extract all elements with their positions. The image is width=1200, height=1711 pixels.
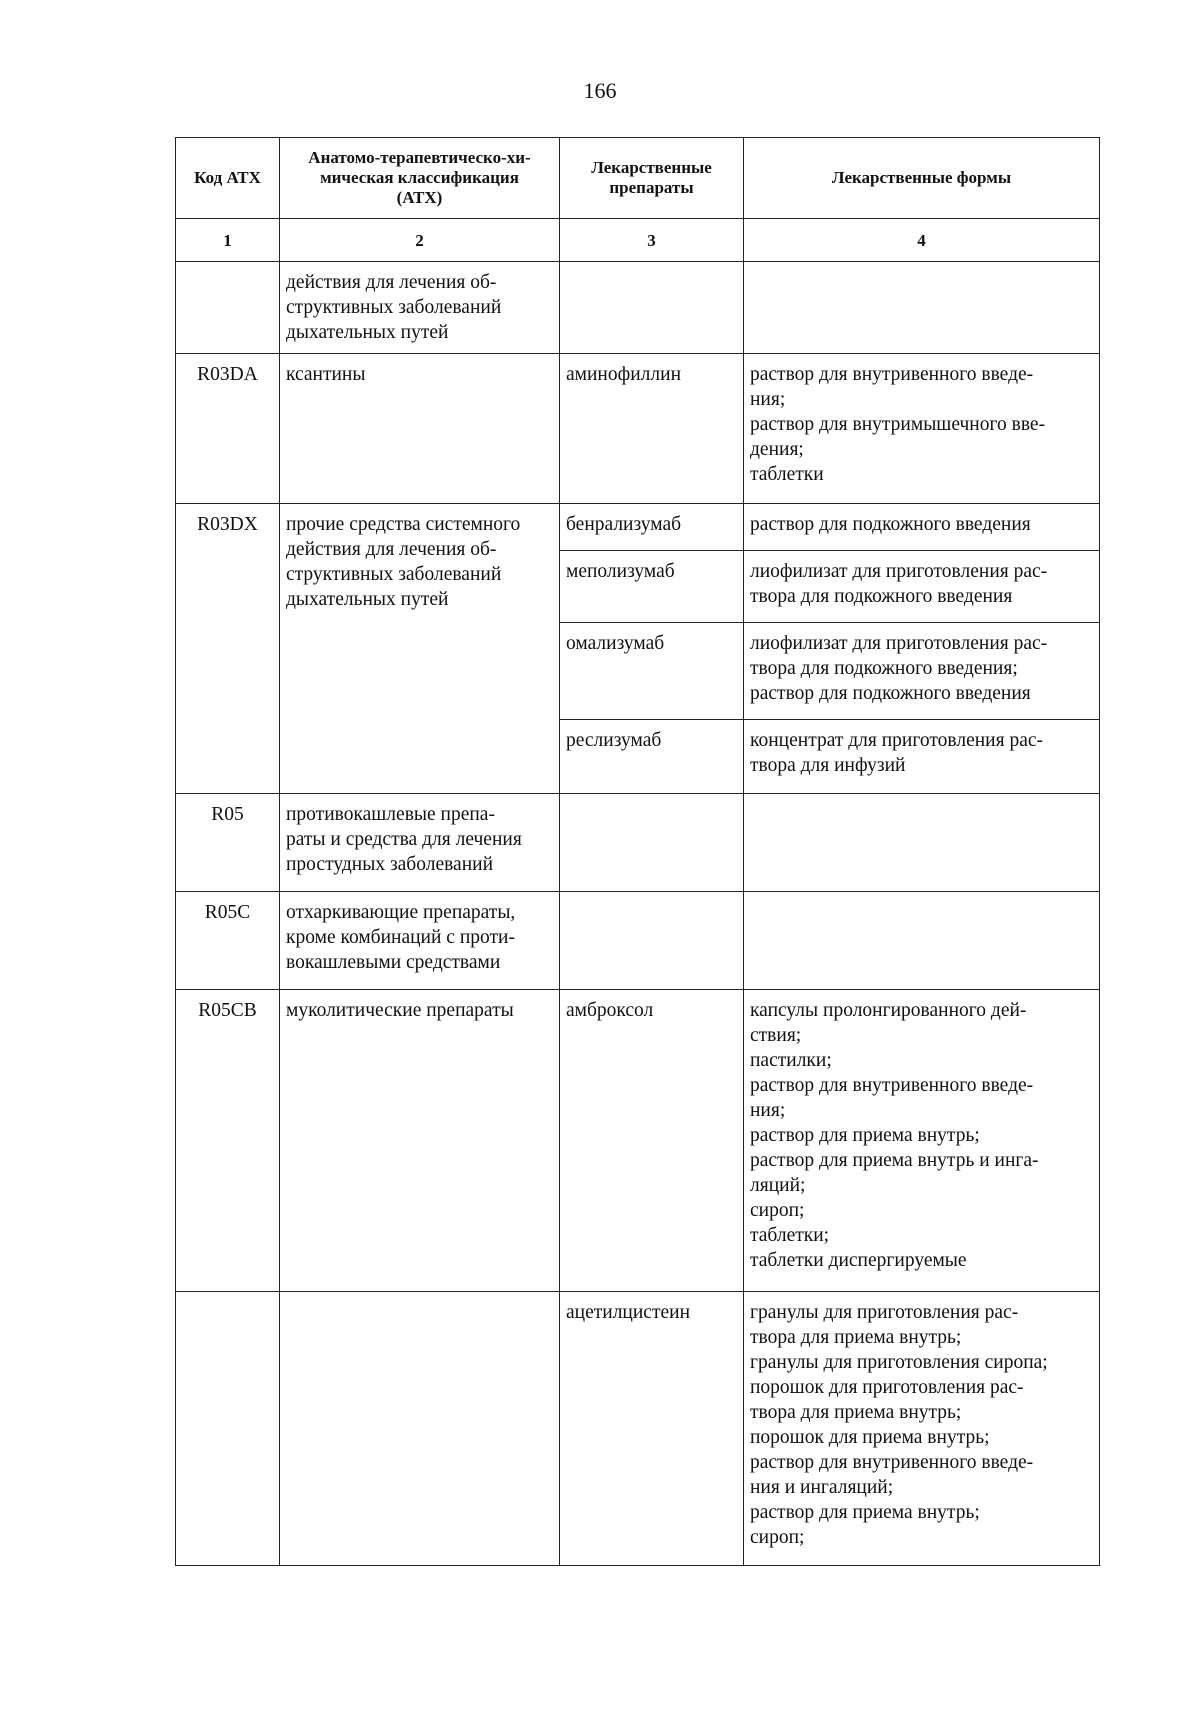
- classification-line: муколитические препараты: [286, 1000, 514, 1021]
- dosage-form-line: твора для подкожного введения;: [750, 658, 1018, 679]
- drug-cell: амброксол: [560, 990, 744, 1292]
- dosage-form-line: раствор для приема внутрь и инга-: [750, 1150, 1039, 1171]
- column-number: 3: [560, 219, 744, 262]
- atx-code-cell: [176, 262, 280, 354]
- classification-line: действия для лечения об-: [286, 272, 497, 293]
- column-number-row: [176, 219, 1100, 262]
- dosage-form-line: раствор для внутривенного введе-: [750, 1452, 1034, 1473]
- classification-line: ксантины: [286, 364, 366, 385]
- header-drugs: [560, 138, 744, 219]
- classification-line: действия для лечения об-: [286, 539, 497, 560]
- atx-code-cell: R05C: [176, 892, 280, 990]
- table-row: [176, 1292, 1100, 1566]
- classification-line: структивных заболеваний: [286, 297, 502, 318]
- dosage-form-line: ния;: [750, 1100, 786, 1121]
- header-atx-code: Код АТХ: [176, 138, 280, 219]
- drug-cell: омализумаб: [560, 623, 744, 720]
- atx-code-cell: R03DX: [176, 504, 280, 794]
- atx-code-cell: R05: [176, 794, 280, 892]
- classification-line: дыхательных путей: [286, 322, 449, 343]
- classification-line: отхаркивающие препараты,: [286, 902, 516, 923]
- dosage-forms-cell: [744, 720, 1100, 794]
- classification-line: простудных заболеваний: [286, 854, 494, 875]
- header-atx-classification: [280, 138, 560, 219]
- dosage-form-line: твора для приема внутрь;: [750, 1402, 962, 1423]
- drug-cell: [560, 892, 744, 990]
- drug-cell: меполизумаб: [560, 551, 744, 623]
- classification-line: противокашлевые препа-: [286, 804, 495, 825]
- drug-cell: ацетилцистеин: [560, 1292, 744, 1566]
- dosage-form-line: раствор для приема внутрь;: [750, 1125, 980, 1146]
- column-number: 2: [280, 219, 560, 262]
- classification-cell: [280, 1292, 560, 1566]
- atx-code-cell: R05CB: [176, 990, 280, 1292]
- dosage-form-line: твора для инфузий: [750, 755, 906, 776]
- dosage-forms-cell: [744, 354, 1100, 504]
- dosage-form-line: таблетки диспергируемые: [750, 1250, 967, 1271]
- classification-cell: [280, 504, 560, 794]
- classification-cell: [280, 990, 560, 1292]
- dosage-forms-cell: [744, 504, 1100, 551]
- column-number: 4: [744, 219, 1100, 262]
- dosage-form-line: твора для подкожного введения: [750, 586, 1013, 607]
- classification-cell: [280, 262, 560, 354]
- dosage-form-line: капсулы пролонгированного дей-: [750, 1000, 1027, 1021]
- classification-line: прочие средства системного: [286, 514, 521, 535]
- dosage-form-line: лиофилизат для приготовления рас-: [750, 633, 1048, 654]
- dosage-form-line: порошок для приема внутрь;: [750, 1427, 990, 1448]
- classification-cell: [280, 892, 560, 990]
- table-row: [176, 794, 1100, 892]
- dosage-form-line: сироп;: [750, 1527, 805, 1548]
- header-line: Анатомо-терапевтическо-хи-: [308, 148, 531, 167]
- table-row: [176, 892, 1100, 990]
- dosage-form-line: ния и ингаляций;: [750, 1477, 894, 1498]
- classification-line: раты и средства для лечения: [286, 829, 522, 850]
- atx-code-cell: [176, 1292, 280, 1566]
- dosage-form-line: лиофилизат для приготовления рас-: [750, 561, 1048, 582]
- table-row: [176, 262, 1100, 354]
- dosage-forms-cell: [744, 990, 1100, 1292]
- dosage-forms-cell: [744, 623, 1100, 720]
- dosage-form-line: порошок для приготовления рас-: [750, 1377, 1024, 1398]
- dosage-form-line: сироп;: [750, 1200, 805, 1221]
- dosage-form-line: раствор для подкожного введения: [750, 514, 1031, 535]
- dosage-form-line: ния;: [750, 389, 786, 410]
- page-number: 166: [583, 78, 617, 103]
- dosage-forms-cell: [744, 551, 1100, 623]
- dosage-forms-cell: [744, 262, 1100, 354]
- dosage-form-line: ствия;: [750, 1025, 802, 1046]
- dosage-form-line: раствор для внутримышечного вве-: [750, 414, 1046, 435]
- column-number: 1: [176, 219, 280, 262]
- dosage-forms-cell: [744, 794, 1100, 892]
- drug-cell: аминофиллин: [560, 354, 744, 504]
- dosage-form-line: гранулы для приготовления рас-: [750, 1302, 1019, 1323]
- drug-cell: [560, 794, 744, 892]
- header-line: мическая классификация: [320, 168, 519, 187]
- classification-line: структивных заболеваний: [286, 564, 502, 585]
- dosage-form-line: дения;: [750, 439, 804, 460]
- dosage-form-line: раствор для подкожного введения: [750, 683, 1031, 704]
- dosage-form-line: ляций;: [750, 1175, 806, 1196]
- dosage-form-line: гранулы для приготовления сиропа;: [750, 1352, 1048, 1373]
- table-header-row: [176, 138, 1100, 219]
- classification-line: дыхательных путей: [286, 589, 449, 610]
- drug-cell: [560, 262, 744, 354]
- dosage-form-line: таблетки;: [750, 1225, 830, 1246]
- table-row: [176, 990, 1100, 1292]
- dosage-form-line: пастилки;: [750, 1050, 832, 1071]
- atx-drug-table: [175, 137, 1100, 1566]
- dosage-form-line: таблетки: [750, 464, 824, 485]
- classification-line: вокашлевыми средствами: [286, 952, 501, 973]
- dosage-form-line: концентрат для приготовления рас-: [750, 730, 1043, 751]
- header-line: (АТХ): [396, 188, 443, 207]
- dosage-forms-cell: [744, 892, 1100, 990]
- header-dosage-forms: Лекарственные формы: [744, 138, 1100, 219]
- drug-cell: реслизумаб: [560, 720, 744, 794]
- dosage-forms-cell: [744, 1292, 1100, 1566]
- classification-line: кроме комбинаций с проти-: [286, 927, 515, 948]
- dosage-form-line: раствор для внутривенного введе-: [750, 364, 1034, 385]
- dosage-form-line: раствор для приема внутрь;: [750, 1502, 980, 1523]
- classification-cell: [280, 794, 560, 892]
- header-line: Лекарственные: [591, 158, 712, 177]
- dosage-form-line: твора для приема внутрь;: [750, 1327, 962, 1348]
- table-row: [176, 504, 1100, 551]
- dosage-form-line: раствор для внутривенного введе-: [750, 1075, 1034, 1096]
- drug-cell: бенрализумаб: [560, 504, 744, 551]
- classification-cell: [280, 354, 560, 504]
- table-row: [176, 354, 1100, 504]
- atx-code-cell: R03DA: [176, 354, 280, 504]
- header-line: препараты: [609, 178, 694, 197]
